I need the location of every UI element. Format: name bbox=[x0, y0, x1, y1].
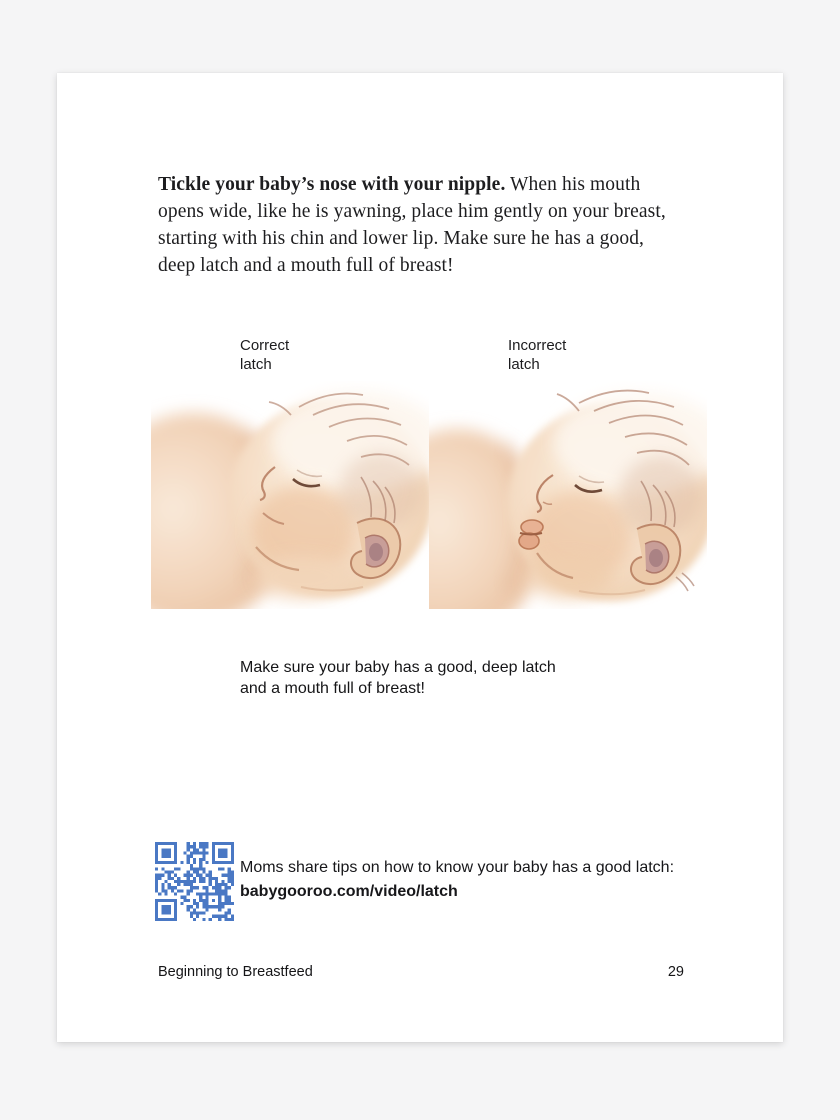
intro-bold-sentence: Tickle your baby’s nose with your nipple. bbox=[158, 174, 506, 195]
intro-line-1 bbox=[158, 171, 703, 198]
correct-latch-illustration bbox=[151, 381, 429, 609]
incorrect-latch-label-line2: latch bbox=[508, 355, 540, 373]
qr-link-text: babygooroo.com/video/latch bbox=[240, 883, 458, 900]
page-footer bbox=[158, 964, 684, 980]
incorrect-latch-label bbox=[508, 337, 566, 374]
figure-caption-line2: and a mouth full of breast! bbox=[240, 680, 425, 697]
intro-paragraph bbox=[158, 171, 703, 279]
qr-caption-text: Moms share tips on how to know your baby has a good latch: bbox=[240, 859, 675, 876]
intro-line-4: deep latch and a mouth full of breast! bbox=[158, 255, 454, 276]
incorrect-latch-label-line1: Incorrect bbox=[508, 337, 567, 354]
correct-latch-label-line2: latch bbox=[240, 355, 272, 373]
correct-latch-label-line1: Correct bbox=[240, 337, 290, 354]
figure-caption bbox=[240, 657, 556, 699]
book-page bbox=[57, 73, 783, 1042]
incorrect-latch-baby-image-icon bbox=[429, 381, 707, 609]
intro-line-2: opens wide, like he is yawning, place him gently on your breast, bbox=[158, 201, 666, 222]
qr-caption bbox=[240, 856, 720, 904]
page-number: 29 bbox=[667, 964, 684, 980]
correct-latch-baby-image-icon bbox=[151, 381, 429, 609]
figure-caption-line1: Make sure your baby has a good, deep latch bbox=[240, 659, 556, 676]
running-footer-title: Beginning to Breastfeed bbox=[158, 964, 313, 980]
incorrect-latch-illustration bbox=[429, 381, 707, 609]
intro-line-3: starting with his chin and lower lip. Make sure he has a good, bbox=[158, 228, 645, 249]
qr-code-icon bbox=[155, 842, 234, 921]
intro-line-1-rest: When his mouth bbox=[505, 174, 641, 195]
correct-latch-label bbox=[240, 337, 289, 374]
